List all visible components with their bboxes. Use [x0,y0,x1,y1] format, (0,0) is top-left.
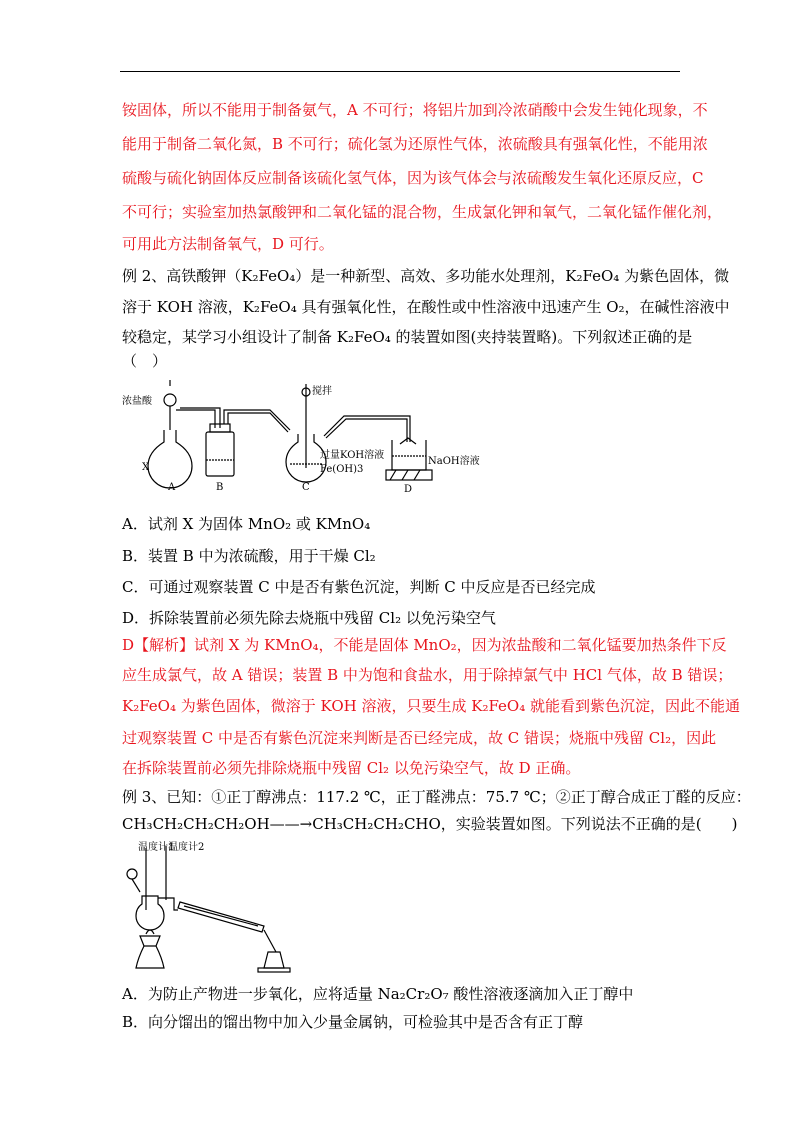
example2-stem: 较稳定，某学习小组设计了制备 K₂FeO₄ 的装置如图(夹持装置略)。下列叙述正确的是 [122,328,693,346]
option-line: C．可通过观察装置 C 中是否有紫色沉淀，判断 C 中反应是否已经完成 [122,578,596,596]
fig-label-naoh: NaOH溶液 [428,456,480,467]
answer-line: D【解析】试剂 X 为 KMnO₄，不能是固体 MnO₂，因为浓盐酸和二氧化锰要加热条件下反 [122,636,727,654]
fig-label-thermo2: 温度计2 [168,842,205,853]
fig-label-d: D [404,484,413,495]
fig-label-stir: 搅拌 [312,386,332,397]
explanation-line: 能用于制备二氧化氮，B 不可行；硫化氢为还原性气体，浓硫酸具有强氧化性，不能用浓 [122,135,708,153]
explanation-line: 可用此方法制备氧气，D 可行。 [122,235,334,253]
answer-line: 应生成氯气，故 A 错误；装置 B 中为饱和食盐水，用于除掉氯气中 HCl 气体，故 B 错误； [122,666,733,684]
fig-label-b: B [216,482,224,493]
explanation-line: 铵固体，所以不能用于制备氨气，A 不可行；将铝片加到冷浓硝酸中会发生钝化现象，不 [122,101,708,119]
option-line: B．向分馏出的馏出物中加入少量金属钠，可检验其中是否含有正丁醇 [122,1013,584,1031]
fig-label-a: A [168,482,176,493]
apparatus-figure [120,380,480,500]
example2-stem: （ ） [122,352,168,370]
fig-label-x: X [142,462,150,473]
example3-stem: CH₃CH₂CH₂CH₂OH——→CH₃CH₂CH₂CHO，实验装置如图。下列说法不正确的是( ) [122,815,738,833]
example2-stem: 例 2、高铁酸钾（K₂FeO₄）是一种新型、高效、多功能水处理剂，K₂FeO₄ 为紫色固体，微 [122,267,730,285]
option-line: B．装置 B 中为浓硫酸，用于干燥 Cl₂ [122,547,376,565]
explanation-line: 不可行；实验室加热氯酸钾和二氧化锰的混合物，生成氯化钾和氧气，二氧化锰作催化剂， [122,203,723,221]
fig-label-thermo1: 温度计1 [138,842,175,853]
option-line: D．拆除装置前必须先除去烧瓶中残留 Cl₂ 以免污染空气 [122,609,496,627]
option-line: A．为防止产物进一步氧化，应将适量 Na₂Cr₂O₇ 酸性溶液逐滴加入正丁醇中 [122,985,634,1003]
header-rule [120,71,680,72]
answer-line: 过观察装置 C 中是否有紫色沉淀来判断是否已经完成，故 C 错误；烧瓶中残留 Cl₂，因此 [122,729,717,747]
option-line: A．试剂 X 为固体 MnO₂ 或 KMnO₄ [122,515,371,533]
fig-label-feoh3: Fe(OH)3 [320,464,364,475]
explanation-line: 硫酸与硫化钠固体反应制备该硫化氢气体，因为该气体会与浓硫酸发生氧化还原反应，C [122,169,704,187]
answer-line: K₂FeO₄ 为紫色固体，微溶于 KOH 溶液，只要生成 K₂FeO₄ 就能看到紫色沉淀，因此不能通 [122,697,741,715]
distillation-figure [118,840,298,980]
example2-stem: 溶于 KOH 溶液，K₂FeO₄ 具有强氧化性，在酸性或中性溶液中迅速产生 O₂，在碱性溶液中 [122,298,730,316]
fig-label-c: C [302,482,310,493]
example3-stem: 例 3、已知：①正丁醇沸点：117.2 ℃，正丁醛沸点：75.7 ℃；②正丁醇合成正丁醛的反应： [122,788,751,806]
fig-label-conc-hcl: 浓盐酸 [122,396,152,407]
answer-line: 在拆除装置前必须先排除烧瓶中残留 Cl₂ 以免污染空气，故 D 正确。 [122,759,581,777]
fig-label-koh: 过量KOH溶液 [320,450,385,461]
